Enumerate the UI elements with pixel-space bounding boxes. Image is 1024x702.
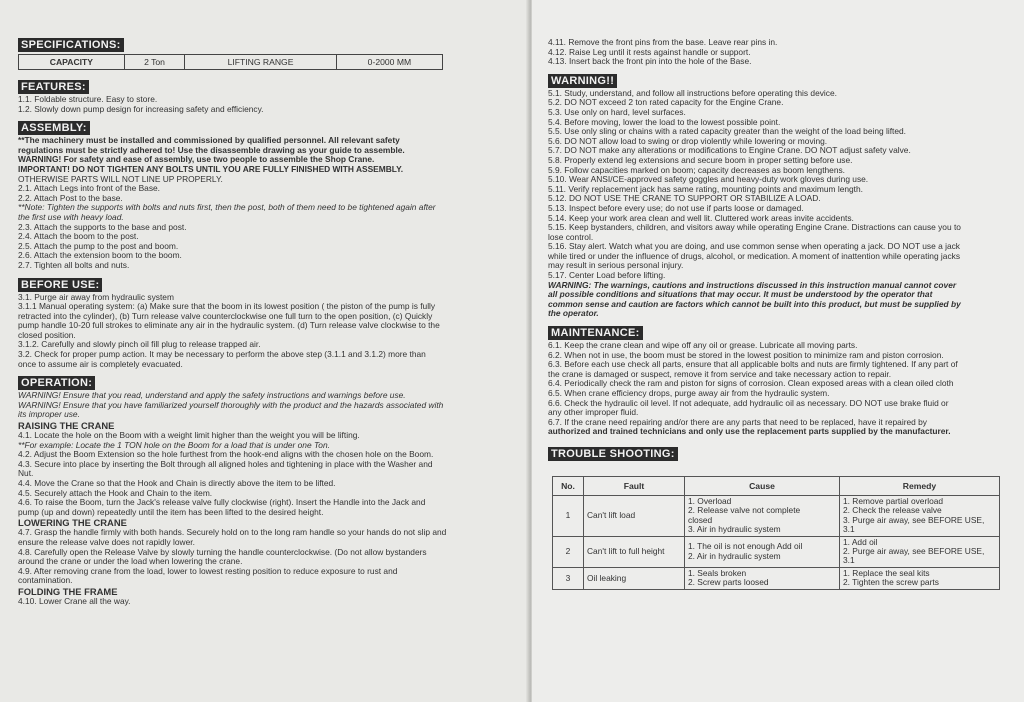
assembly-line: 2.4. Attach the boom to the post. (18, 232, 139, 242)
remedy-line: 1. Remove partial overload (843, 495, 944, 506)
folding-line: 4.13. Insert back the front pin into the hole of the Base. (548, 57, 752, 67)
warning-line: 5.12. DO NOT USE THE CRANE TO SUPPORT OR STABILIZE A LOAD. (548, 194, 821, 204)
operation-line: Nut. (18, 469, 34, 479)
cause-line: 1. The oil is not enough Add oil (688, 541, 803, 552)
maintenance-line: 6.6. Check the hydraulic oil level. If not adequate, add hydraulic oil as necessary. DO NOT use brake fluid or (548, 398, 949, 408)
warning-line: 5.16. Stay alert. Watch what you are doing, and use common sense when operating a jack. DO NOT use a jack (548, 242, 960, 252)
operation-line: 4.8. Carefully open the Release Valve by slowly turning the handle counterclockwise. (Do not allow bystanders (18, 547, 427, 557)
assembly-note: **Note: Tighten the supports with bolts and nuts first, then the post, both of them need to be tightened again after (18, 203, 436, 213)
cause-line: 2. Release valve not complete (688, 505, 801, 516)
maintenance-line: 6.7. If the crane need repairing and/or there are any parts that need to be replaced, have it repaired by (548, 417, 927, 427)
warning-line: 5.6. DO NOT allow load to swing or drop violently while lowering or moving. (548, 136, 828, 146)
before-use-line: once to assume air is completely evacuated. (18, 359, 183, 369)
warning-line: 5.9. Follow capacities marked on boom; capacity decreases as boom lengthens. (548, 165, 846, 175)
features-heading: FEATURES: (18, 80, 89, 94)
operation-line: 4.7. Grasp the handle firmly with both hands. Securely hold on to the long ram handle so your hands do not slip and (18, 528, 447, 538)
column-header-cause: Cause (685, 476, 840, 495)
row-remedy (840, 567, 1000, 589)
column-header-remedy: Remedy (840, 476, 1000, 495)
cause-line: 2. Air in hydraulic system (688, 550, 781, 561)
remedy-line: 3.1 (843, 524, 855, 535)
row-fault: Can't lift to full height (584, 536, 685, 567)
warning-line: 5.11. Verify replacement jack has same rating, mounting points and maximum length. (548, 184, 863, 194)
remedy-line: 1. Replace the seal kits (843, 567, 930, 578)
assembly-note: the first use with heavy load. (18, 212, 124, 222)
warning-line: 5.15. Keep bystanders, children, and visitors away while operating Engine Crane. Distractions can cause you to (548, 223, 961, 233)
operation-line: 4.4. Move the Crane so that the Hook and Chain is directly above the item to be lifted. (18, 479, 336, 488)
assembly-line: OTHERWISE PARTS WILL NOT LINE UP PROPERLY. (18, 174, 223, 184)
warning-disclaimer: the operator. (548, 309, 599, 319)
warning-disclaimer: all possible conditions and situations that may occur. It must be understood by the operator that (548, 290, 933, 300)
column-header-no: No. (553, 476, 584, 495)
warning-line: 5.7. DO NOT make any alterations or modifications to Engine Crane. DO NOT adjust safety valve. (548, 146, 911, 156)
folding-line: 4.12. Raise Leg until it rests against handle or support. (548, 47, 751, 57)
remedy-line: 2. Tighten the screw parts (843, 577, 939, 588)
assembly-line: 2.6. Attach the extension boom to the boom. (18, 251, 182, 261)
operation-line: 4.9. After removing crane from the load, lower to lowest resting position to reduce exposure to rust and (18, 566, 398, 576)
maintenance-line: authorized and trained technicians and only use the replacement parts supplied by the manufacturer. (548, 427, 951, 437)
row-cause (685, 495, 840, 536)
warning-line: 5.10. Wear ANSI/CE-approved safety goggles and heavy-duty work gloves during use. (548, 175, 869, 185)
warning-line: 5.17. Center Load before lifting. (548, 271, 666, 281)
before-use-line: pump handle 10-20 full strokes to eliminate any air in the hydraulic system. (d) Turn release valve clockwise to the (18, 321, 440, 331)
maintenance-line: 6.1. Keep the crane clean and wipe off any oil or grease. Lubricate all moving parts. (548, 341, 858, 351)
row-fault: Oil leaking (584, 567, 685, 589)
row-no: 3 (553, 567, 584, 589)
row-no: 2 (553, 536, 584, 567)
remedy-line: 3. Purge air away, see BEFORE USE, (843, 514, 985, 525)
cause-line: 3. Air in hydraulic system (688, 524, 781, 535)
maintenance-heading: MAINTENANCE: (548, 326, 643, 340)
warning-disclaimer: WARNING: The warnings, cautions and instructions discussed in this instruction manual cannot cover (548, 280, 957, 290)
assembly-line: IMPORTANT! DO NOT TIGHTEN ANY BOLTS UNTIL YOU ARE FULLY FINISHED WITH ASSEMBLY. (18, 164, 404, 174)
warning-line: 5.8. Properly extend leg extensions and secure boom in proper setting before use. (548, 155, 853, 165)
lowering-subheading: LOWERING THE CRANE (18, 517, 127, 529)
operation-line: pump (up and down) repeatedly until the item has been lifted to the desired height. (18, 507, 324, 517)
maintenance-line: any other improper fluid. (548, 408, 639, 418)
table-row (553, 495, 1000, 536)
assembly-line: WARNING! For safety and ease of assembly, use two people to assemble the Shop Crane. (18, 155, 375, 165)
row-no: 1 (553, 495, 584, 536)
lifting-range-label: LIFTING RANGE (185, 55, 337, 70)
warning-line: may result in serious personal injury. (548, 261, 684, 271)
capacity-value: 2 Ton (124, 55, 184, 70)
assembly-line: **The machinery must be installed and commissioned by qualified personnel. All relevant safety (18, 136, 400, 146)
operation-line: ensure the release valve does not rapidly lower. (18, 537, 195, 547)
operation-line: 4.3. Secure into place by inserting the Bolt through all aligned holes and tightening in place with the Washer and (18, 459, 433, 469)
before-use-line: 3.1. Purge air away from hydraulic system (18, 292, 174, 302)
lifting-range-value: 0-2000 MM (336, 55, 442, 70)
warning-line: 5.14. Keep your work area clean and well lit. Cluttered work areas invite accidents. (548, 213, 854, 223)
specifications-table (18, 54, 443, 70)
operation-line: 4.5. Securely attach the Hook and Chain to the item. (18, 488, 213, 498)
cause-line: 1. Seals broken (688, 567, 747, 578)
assembly-line: regulations must be strictly adhered to! Use the disassemble drawing as your guide to assemble. (18, 145, 405, 155)
column-header-fault: Fault (584, 476, 685, 495)
operation-line: around the crane or under the load when lowering the crane. (18, 557, 243, 567)
maintenance-line: 6.2. When not in use, the boom must be stored in the lowest position to minimize ram and piston corrosion. (548, 350, 944, 360)
remedy-line: 2. Check the release valve (843, 505, 942, 516)
assembly-heading: ASSEMBLY: (18, 121, 90, 135)
warning-line: lose control. (548, 232, 594, 242)
maintenance-line: 6.4. Periodically check the ram and piston for signs of corrosion. Clean exposed areas with a clean oiled cloth (548, 379, 954, 389)
warning-line: 5.1. Study, understand, and follow all instructions before operating this device. (548, 88, 837, 98)
right-page (532, 0, 1024, 702)
trouble-shooting-heading: TROUBLE SHOOTING: (548, 447, 678, 461)
cause-line: 2. Screw parts loosed (688, 577, 769, 588)
warning-heading: WARNING!! (548, 74, 617, 88)
operation-warning: its improper use. (18, 410, 80, 420)
specifications-heading: SPECIFICATIONS: (18, 38, 124, 52)
maintenance-line: the crane is damaged or suspect, remove it from service and take necessary action to repair. (548, 369, 892, 379)
assembly-line: 2.1. Attach Legs into front of the Base. (18, 184, 161, 194)
operation-warning: WARNING! Ensure that you read, understand and apply the safety instructions and warnings before use. (18, 391, 406, 401)
operation-warning: WARNING! Ensure that you have familiarized yourself thoroughly with the product and the hazards associated with (18, 400, 444, 410)
remedy-line: 2. Purge air away, see BEFORE USE, (843, 546, 985, 556)
table-row (553, 567, 1000, 589)
remedy-line: 3.1 (843, 555, 855, 566)
row-remedy (840, 536, 1000, 567)
warning-line: 5.2. DO NOT exceed 2 ton rated capacity for the Engine Crane. (548, 98, 784, 108)
operation-line: 4.10. Lower Crane all the way. (18, 596, 131, 606)
warning-line: 5.5. Use only sling or chains with a rated capacity greater than the weight of the load being lifted. (548, 127, 907, 137)
before-use-line: 3.1.1 Manual operating system: (a) Make sure that the boom in its lowest position ( the piston of the pump is fully (18, 302, 436, 312)
row-cause (685, 567, 840, 589)
before-use-line: 3.1.2. Carefully and slowly pinch oil fill plug to release trapped air. (18, 340, 261, 350)
feature-line: 1.2. Slowly down pump design for increasing safety and efficiency. (18, 104, 264, 114)
cause-line: 1. Overload (688, 495, 732, 506)
operation-line: contamination. (18, 576, 73, 586)
assembly-line: 2.5. Attach the pump to the post and boom. (18, 241, 179, 251)
row-fault: Can't lift load (584, 495, 685, 536)
assembly-line: 2.7. Tighten all bolts and nuts. (18, 260, 130, 270)
capacity-label: CAPACITY (19, 55, 125, 70)
before-use-line: 3.2. Check for proper pump action. It may be necessary to perform the above step (3.1.1 and 3.1.2) more than (18, 350, 426, 360)
cause-line: closed (688, 514, 713, 525)
row-cause (685, 536, 840, 567)
row-remedy (840, 495, 1000, 536)
raising-subheading: RAISING THE CRANE (18, 420, 115, 432)
before-use-line: closed position. (18, 330, 76, 340)
operation-line: 4.6. To raise the Boom, turn the Jack's release valve fully clockwise (right). Insert the Handle into the Jack and (18, 498, 426, 508)
before-use-line: retracted into the cylinder), (b) Turn release valve counterclockwise one full turn to the open position, (c) Quickly (18, 311, 433, 321)
trouble-shooting-table (552, 476, 1000, 590)
remedy-line: 1. Add oil (843, 536, 878, 547)
operation-line: 4.1. Locate the hole on the Boom with a weight limit higher than the weight you will be lifting. (18, 431, 360, 441)
warning-disclaimer: common sense and caution are factors which cannot be built into this product, but must be supplied by (548, 299, 961, 309)
warning-line: 5.3. Use only on hard, level surfaces. (548, 107, 686, 117)
before-use-heading: BEFORE USE: (18, 278, 102, 292)
warning-line: 5.4. Before moving, lower the load to the lowest possible point. (548, 117, 781, 127)
folding-line: 4.11. Remove the front pins from the base. Leave rear pins in. (548, 38, 778, 47)
maintenance-line: 6.5. When crane efficiency drops, purge away air from the hydraulic system. (548, 389, 830, 398)
maintenance-line: 6.3. Before each use check all parts, ensure that all applicable bolts and nuts are firmly tightened. If any part of (548, 360, 958, 370)
folding-subheading: FOLDING THE FRAME (18, 585, 118, 597)
operation-heading: OPERATION: (18, 376, 95, 390)
warning-line: while tired or under the influence of drugs, alcohol, or medication. A moment of inattention while operating jacks (548, 251, 961, 261)
table-row (553, 536, 1000, 567)
warning-line: 5.13. Inspect before every use; do not use if parts loose or damaged. (548, 203, 804, 213)
feature-line: 1.1. Foldable structure. Easy to store. (18, 95, 158, 104)
assembly-line: 2.2. Attach Post to the base. (18, 193, 123, 203)
operation-example: **For example: Locate the 1 TON hole on the Boom for a load that is under one Ton. (18, 440, 330, 450)
operation-line: 4.2. Adjust the Boom Extension so the hole furthest from the hook-end aligns with the chosen hole on the Boom. (18, 450, 434, 460)
assembly-line: 2.3. Attach the supports to the base and post. (18, 222, 187, 232)
